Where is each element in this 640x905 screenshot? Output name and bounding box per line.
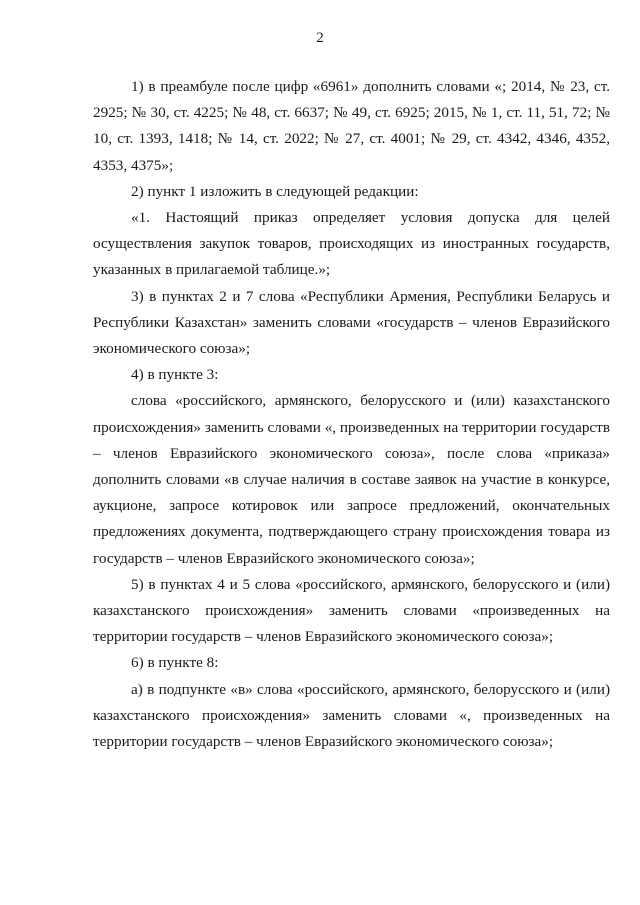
document-body [93, 74, 610, 755]
paragraph-item-4-text: слова «российского, армянского, белорусского и (или) казахстанского происхождения» заменить словами «, произведенных на территории государств – членов Евразийского экономического союза», после слова «приказа» дополнить словами «в случае наличия в составе заявок на участие в конкурсе, аукционе, запросе котировок или запросе предложений, окончательных предложениях документа, подтверждающего страну происхождения товара из государств – членов Евразийского экономического союза»; [93, 392, 610, 567]
paragraph-item-5: 5) в пунктах 4 и 5 слова «российского, армянского, белорусского и (или) казахстанского происхождения» заменить словами «произведенных на территории государств – членов Евразийского экономического союза»; [93, 575, 610, 646]
page-number: 2 [316, 30, 324, 46]
paragraph-new-point-1: «1. Настоящий приказ определяет условия допуска для целей осуществления закупок товаров, происходящих из иностранных государств, указанных в прилагаемой таблице.»; [93, 209, 610, 279]
paragraph-item-6a: а) в подпункте «в» слова «российского, армянского, белорусского и (или) казахстанского происхождения» заменить словами «, произведенных на территории государств – членов Евразийского экономического союза»; [93, 680, 610, 751]
paragraph-item-4-header: 4) в пункте 3: [131, 366, 219, 384]
paragraph-preamble-amendment: 1) в преамбуле после цифр «6961» дополнить словами «; 2014, № 23, ст. 2925; № 30, ст. 4225; № 48, ст. 6637; № 49, ст. 6925; 2015, № 1, ст. 11, 51, 72; № 10, ст. 1393, 1418; № 14, ст. 2022; № 27, ст. 4001; № 29, ст. 4342, 4346, 4352, 4353, 4375»; [93, 78, 610, 174]
paragraph-item-6-header: 6) в пункте 8: [131, 654, 219, 672]
paragraph-item-2-header: 2) пункт 1 изложить в следующей редакции: [131, 182, 419, 200]
paragraph-item-3: 3) в пунктах 2 и 7 слова «Республики Армения, Республики Беларусь и Республики Казахстан» заменить словами «государств – членов Евразийского экономического союза»; [93, 287, 610, 358]
